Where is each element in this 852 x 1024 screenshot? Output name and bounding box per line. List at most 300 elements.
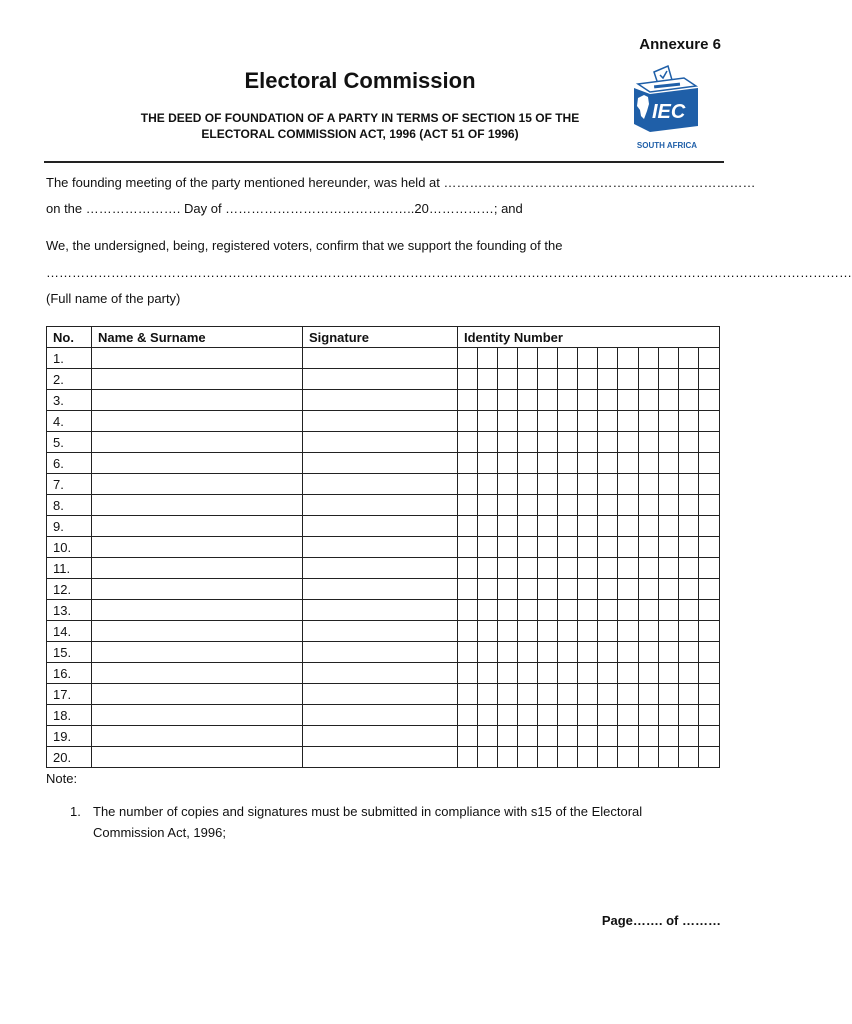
- id-digit-cell[interactable]: [639, 474, 659, 495]
- id-digit-cell[interactable]: [498, 432, 518, 453]
- signature-cell[interactable]: [303, 348, 458, 369]
- id-digit-cell[interactable]: [659, 600, 679, 621]
- id-digit-cell[interactable]: [679, 348, 699, 369]
- id-digit-cell[interactable]: [458, 495, 478, 516]
- id-digit-cell[interactable]: [598, 663, 618, 684]
- id-digit-cell[interactable]: [639, 621, 659, 642]
- id-digit-cell[interactable]: [558, 411, 578, 432]
- name-surname-cell[interactable]: [92, 579, 303, 600]
- id-digit-cell[interactable]: [699, 579, 720, 600]
- id-digit-cell[interactable]: [518, 495, 538, 516]
- id-digit-cell[interactable]: [618, 705, 639, 726]
- id-digit-cell[interactable]: [598, 705, 618, 726]
- id-digit-cell[interactable]: [618, 474, 639, 495]
- id-digit-cell[interactable]: [498, 474, 518, 495]
- name-surname-cell[interactable]: [92, 642, 303, 663]
- id-digit-cell[interactable]: [699, 705, 720, 726]
- id-digit-cell[interactable]: [518, 663, 538, 684]
- id-digit-cell[interactable]: [618, 726, 639, 747]
- id-digit-cell[interactable]: [538, 348, 558, 369]
- id-digit-cell[interactable]: [618, 390, 639, 411]
- id-digit-cell[interactable]: [458, 537, 478, 558]
- id-digit-cell[interactable]: [639, 453, 659, 474]
- id-digit-cell[interactable]: [659, 453, 679, 474]
- name-surname-cell[interactable]: [92, 390, 303, 411]
- id-digit-cell[interactable]: [498, 684, 518, 705]
- name-surname-cell[interactable]: [92, 705, 303, 726]
- id-digit-cell[interactable]: [679, 684, 699, 705]
- id-digit-cell[interactable]: [699, 684, 720, 705]
- id-digit-cell[interactable]: [558, 642, 578, 663]
- id-digit-cell[interactable]: [558, 600, 578, 621]
- id-digit-cell[interactable]: [679, 411, 699, 432]
- id-digit-cell[interactable]: [478, 537, 498, 558]
- id-digit-cell[interactable]: [639, 705, 659, 726]
- id-digit-cell[interactable]: [659, 516, 679, 537]
- id-digit-cell[interactable]: [699, 474, 720, 495]
- id-digit-cell[interactable]: [518, 390, 538, 411]
- id-digit-cell[interactable]: [538, 516, 558, 537]
- id-digit-cell[interactable]: [478, 663, 498, 684]
- id-digit-cell[interactable]: [478, 453, 498, 474]
- id-digit-cell[interactable]: [639, 537, 659, 558]
- id-digit-cell[interactable]: [578, 642, 598, 663]
- id-digit-cell[interactable]: [518, 558, 538, 579]
- id-digit-cell[interactable]: [558, 516, 578, 537]
- id-digit-cell[interactable]: [598, 432, 618, 453]
- id-digit-cell[interactable]: [458, 558, 478, 579]
- id-digit-cell[interactable]: [498, 411, 518, 432]
- id-digit-cell[interactable]: [518, 453, 538, 474]
- id-digit-cell[interactable]: [538, 474, 558, 495]
- id-digit-cell[interactable]: [679, 579, 699, 600]
- id-digit-cell[interactable]: [598, 348, 618, 369]
- id-digit-cell[interactable]: [618, 516, 639, 537]
- id-digit-cell[interactable]: [538, 390, 558, 411]
- name-surname-cell[interactable]: [92, 495, 303, 516]
- id-digit-cell[interactable]: [518, 474, 538, 495]
- name-surname-cell[interactable]: [92, 537, 303, 558]
- id-digit-cell[interactable]: [538, 432, 558, 453]
- name-surname-cell[interactable]: [92, 411, 303, 432]
- id-digit-cell[interactable]: [478, 726, 498, 747]
- id-digit-cell[interactable]: [458, 411, 478, 432]
- id-digit-cell[interactable]: [518, 579, 538, 600]
- name-surname-cell[interactable]: [92, 453, 303, 474]
- id-digit-cell[interactable]: [699, 432, 720, 453]
- signature-cell[interactable]: [303, 621, 458, 642]
- id-digit-cell[interactable]: [478, 579, 498, 600]
- id-digit-cell[interactable]: [679, 369, 699, 390]
- id-digit-cell[interactable]: [598, 390, 618, 411]
- id-digit-cell[interactable]: [458, 579, 478, 600]
- id-digit-cell[interactable]: [498, 579, 518, 600]
- id-digit-cell[interactable]: [458, 621, 478, 642]
- name-surname-cell[interactable]: [92, 516, 303, 537]
- id-digit-cell[interactable]: [618, 579, 639, 600]
- id-digit-cell[interactable]: [659, 432, 679, 453]
- id-digit-cell[interactable]: [598, 579, 618, 600]
- id-digit-cell[interactable]: [518, 726, 538, 747]
- id-digit-cell[interactable]: [578, 579, 598, 600]
- id-digit-cell[interactable]: [458, 474, 478, 495]
- id-digit-cell[interactable]: [518, 684, 538, 705]
- id-digit-cell[interactable]: [679, 747, 699, 768]
- id-digit-cell[interactable]: [478, 411, 498, 432]
- id-digit-cell[interactable]: [558, 495, 578, 516]
- id-digit-cell[interactable]: [699, 516, 720, 537]
- id-digit-cell[interactable]: [458, 390, 478, 411]
- id-digit-cell[interactable]: [518, 369, 538, 390]
- id-digit-cell[interactable]: [458, 747, 478, 768]
- id-digit-cell[interactable]: [558, 747, 578, 768]
- id-digit-cell[interactable]: [458, 369, 478, 390]
- id-digit-cell[interactable]: [699, 747, 720, 768]
- id-digit-cell[interactable]: [618, 432, 639, 453]
- id-digit-cell[interactable]: [538, 642, 558, 663]
- id-digit-cell[interactable]: [639, 432, 659, 453]
- id-digit-cell[interactable]: [498, 726, 518, 747]
- id-digit-cell[interactable]: [558, 558, 578, 579]
- id-digit-cell[interactable]: [659, 642, 679, 663]
- id-digit-cell[interactable]: [578, 705, 598, 726]
- name-surname-cell[interactable]: [92, 558, 303, 579]
- id-digit-cell[interactable]: [458, 432, 478, 453]
- id-digit-cell[interactable]: [538, 684, 558, 705]
- name-surname-cell[interactable]: [92, 369, 303, 390]
- signature-cell[interactable]: [303, 390, 458, 411]
- id-digit-cell[interactable]: [659, 558, 679, 579]
- id-digit-cell[interactable]: [558, 579, 578, 600]
- id-digit-cell[interactable]: [679, 705, 699, 726]
- id-digit-cell[interactable]: [618, 537, 639, 558]
- id-digit-cell[interactable]: [578, 516, 598, 537]
- id-digit-cell[interactable]: [618, 348, 639, 369]
- id-digit-cell[interactable]: [659, 495, 679, 516]
- id-digit-cell[interactable]: [578, 663, 598, 684]
- id-digit-cell[interactable]: [538, 747, 558, 768]
- id-digit-cell[interactable]: [598, 684, 618, 705]
- id-digit-cell[interactable]: [458, 663, 478, 684]
- id-digit-cell[interactable]: [578, 495, 598, 516]
- id-digit-cell[interactable]: [498, 642, 518, 663]
- id-digit-cell[interactable]: [558, 432, 578, 453]
- id-digit-cell[interactable]: [518, 600, 538, 621]
- id-digit-cell[interactable]: [498, 663, 518, 684]
- id-digit-cell[interactable]: [498, 600, 518, 621]
- id-digit-cell[interactable]: [478, 642, 498, 663]
- id-digit-cell[interactable]: [558, 705, 578, 726]
- id-digit-cell[interactable]: [598, 474, 618, 495]
- id-digit-cell[interactable]: [538, 453, 558, 474]
- id-digit-cell[interactable]: [699, 663, 720, 684]
- id-digit-cell[interactable]: [639, 348, 659, 369]
- id-digit-cell[interactable]: [478, 369, 498, 390]
- signature-cell[interactable]: [303, 474, 458, 495]
- id-digit-cell[interactable]: [699, 369, 720, 390]
- id-digit-cell[interactable]: [598, 642, 618, 663]
- id-digit-cell[interactable]: [639, 369, 659, 390]
- id-digit-cell[interactable]: [618, 642, 639, 663]
- id-digit-cell[interactable]: [498, 558, 518, 579]
- id-digit-cell[interactable]: [699, 495, 720, 516]
- signature-cell[interactable]: [303, 453, 458, 474]
- id-digit-cell[interactable]: [639, 516, 659, 537]
- id-digit-cell[interactable]: [558, 537, 578, 558]
- id-digit-cell[interactable]: [679, 642, 699, 663]
- id-digit-cell[interactable]: [639, 747, 659, 768]
- id-digit-cell[interactable]: [498, 369, 518, 390]
- id-digit-cell[interactable]: [578, 411, 598, 432]
- name-surname-cell[interactable]: [92, 432, 303, 453]
- id-digit-cell[interactable]: [538, 537, 558, 558]
- id-digit-cell[interactable]: [639, 663, 659, 684]
- id-digit-cell[interactable]: [478, 474, 498, 495]
- signature-cell[interactable]: [303, 579, 458, 600]
- id-digit-cell[interactable]: [639, 600, 659, 621]
- id-digit-cell[interactable]: [478, 390, 498, 411]
- id-digit-cell[interactable]: [498, 537, 518, 558]
- id-digit-cell[interactable]: [458, 684, 478, 705]
- id-digit-cell[interactable]: [458, 453, 478, 474]
- id-digit-cell[interactable]: [578, 474, 598, 495]
- id-digit-cell[interactable]: [598, 453, 618, 474]
- id-digit-cell[interactable]: [598, 558, 618, 579]
- id-digit-cell[interactable]: [498, 747, 518, 768]
- id-digit-cell[interactable]: [679, 663, 699, 684]
- signature-cell[interactable]: [303, 705, 458, 726]
- signature-cell[interactable]: [303, 747, 458, 768]
- id-digit-cell[interactable]: [518, 642, 538, 663]
- signature-cell[interactable]: [303, 558, 458, 579]
- id-digit-cell[interactable]: [498, 705, 518, 726]
- id-digit-cell[interactable]: [578, 537, 598, 558]
- id-digit-cell[interactable]: [498, 516, 518, 537]
- id-digit-cell[interactable]: [578, 726, 598, 747]
- id-digit-cell[interactable]: [598, 621, 618, 642]
- id-digit-cell[interactable]: [639, 642, 659, 663]
- id-digit-cell[interactable]: [598, 747, 618, 768]
- name-surname-cell[interactable]: [92, 747, 303, 768]
- id-digit-cell[interactable]: [639, 411, 659, 432]
- id-digit-cell[interactable]: [518, 705, 538, 726]
- id-digit-cell[interactable]: [558, 348, 578, 369]
- id-digit-cell[interactable]: [558, 621, 578, 642]
- signature-cell[interactable]: [303, 600, 458, 621]
- id-digit-cell[interactable]: [598, 600, 618, 621]
- id-digit-cell[interactable]: [659, 474, 679, 495]
- id-digit-cell[interactable]: [699, 390, 720, 411]
- id-digit-cell[interactable]: [659, 684, 679, 705]
- id-digit-cell[interactable]: [679, 432, 699, 453]
- id-digit-cell[interactable]: [478, 348, 498, 369]
- id-digit-cell[interactable]: [538, 705, 558, 726]
- signature-cell[interactable]: [303, 642, 458, 663]
- id-digit-cell[interactable]: [639, 495, 659, 516]
- id-digit-cell[interactable]: [659, 663, 679, 684]
- id-digit-cell[interactable]: [598, 537, 618, 558]
- id-digit-cell[interactable]: [659, 390, 679, 411]
- id-digit-cell[interactable]: [558, 390, 578, 411]
- id-digit-cell[interactable]: [578, 558, 598, 579]
- id-digit-cell[interactable]: [699, 726, 720, 747]
- id-digit-cell[interactable]: [578, 684, 598, 705]
- id-digit-cell[interactable]: [478, 495, 498, 516]
- id-digit-cell[interactable]: [679, 558, 699, 579]
- id-digit-cell[interactable]: [618, 453, 639, 474]
- id-digit-cell[interactable]: [498, 390, 518, 411]
- id-digit-cell[interactable]: [518, 348, 538, 369]
- id-digit-cell[interactable]: [458, 642, 478, 663]
- id-digit-cell[interactable]: [578, 390, 598, 411]
- id-digit-cell[interactable]: [458, 726, 478, 747]
- id-digit-cell[interactable]: [558, 663, 578, 684]
- id-digit-cell[interactable]: [699, 348, 720, 369]
- id-digit-cell[interactable]: [558, 474, 578, 495]
- id-digit-cell[interactable]: [538, 621, 558, 642]
- id-digit-cell[interactable]: [578, 369, 598, 390]
- id-digit-cell[interactable]: [498, 495, 518, 516]
- id-digit-cell[interactable]: [458, 600, 478, 621]
- id-digit-cell[interactable]: [538, 558, 558, 579]
- id-digit-cell[interactable]: [538, 411, 558, 432]
- id-digit-cell[interactable]: [699, 558, 720, 579]
- id-digit-cell[interactable]: [538, 726, 558, 747]
- id-digit-cell[interactable]: [558, 369, 578, 390]
- id-digit-cell[interactable]: [558, 684, 578, 705]
- name-surname-cell[interactable]: [92, 474, 303, 495]
- id-digit-cell[interactable]: [598, 411, 618, 432]
- id-digit-cell[interactable]: [679, 390, 699, 411]
- id-digit-cell[interactable]: [458, 348, 478, 369]
- signature-cell[interactable]: [303, 726, 458, 747]
- id-digit-cell[interactable]: [639, 558, 659, 579]
- signature-cell[interactable]: [303, 432, 458, 453]
- name-surname-cell[interactable]: [92, 348, 303, 369]
- id-digit-cell[interactable]: [618, 684, 639, 705]
- id-digit-cell[interactable]: [639, 726, 659, 747]
- id-digit-cell[interactable]: [518, 516, 538, 537]
- id-digit-cell[interactable]: [518, 747, 538, 768]
- id-digit-cell[interactable]: [478, 558, 498, 579]
- id-digit-cell[interactable]: [659, 411, 679, 432]
- id-digit-cell[interactable]: [558, 726, 578, 747]
- id-digit-cell[interactable]: [498, 453, 518, 474]
- id-digit-cell[interactable]: [598, 369, 618, 390]
- id-digit-cell[interactable]: [478, 516, 498, 537]
- id-digit-cell[interactable]: [518, 411, 538, 432]
- id-digit-cell[interactable]: [578, 453, 598, 474]
- name-surname-cell[interactable]: [92, 621, 303, 642]
- id-digit-cell[interactable]: [659, 747, 679, 768]
- id-digit-cell[interactable]: [618, 621, 639, 642]
- signature-cell[interactable]: [303, 369, 458, 390]
- id-digit-cell[interactable]: [598, 516, 618, 537]
- id-digit-cell[interactable]: [538, 579, 558, 600]
- id-digit-cell[interactable]: [458, 516, 478, 537]
- id-digit-cell[interactable]: [498, 348, 518, 369]
- name-surname-cell[interactable]: [92, 600, 303, 621]
- id-digit-cell[interactable]: [538, 369, 558, 390]
- id-digit-cell[interactable]: [679, 600, 699, 621]
- id-digit-cell[interactable]: [679, 516, 699, 537]
- name-surname-cell[interactable]: [92, 684, 303, 705]
- id-digit-cell[interactable]: [518, 537, 538, 558]
- id-digit-cell[interactable]: [639, 390, 659, 411]
- id-digit-cell[interactable]: [478, 600, 498, 621]
- id-digit-cell[interactable]: [699, 537, 720, 558]
- id-digit-cell[interactable]: [618, 558, 639, 579]
- id-digit-cell[interactable]: [699, 621, 720, 642]
- signature-cell[interactable]: [303, 495, 458, 516]
- id-digit-cell[interactable]: [578, 747, 598, 768]
- id-digit-cell[interactable]: [598, 495, 618, 516]
- id-digit-cell[interactable]: [578, 432, 598, 453]
- id-digit-cell[interactable]: [458, 705, 478, 726]
- id-digit-cell[interactable]: [618, 411, 639, 432]
- name-surname-cell[interactable]: [92, 726, 303, 747]
- id-digit-cell[interactable]: [538, 663, 558, 684]
- id-digit-cell[interactable]: [699, 411, 720, 432]
- id-digit-cell[interactable]: [578, 621, 598, 642]
- id-digit-cell[interactable]: [478, 747, 498, 768]
- id-digit-cell[interactable]: [679, 474, 699, 495]
- id-digit-cell[interactable]: [659, 369, 679, 390]
- id-digit-cell[interactable]: [659, 579, 679, 600]
- signature-cell[interactable]: [303, 663, 458, 684]
- signature-cell[interactable]: [303, 411, 458, 432]
- id-digit-cell[interactable]: [578, 600, 598, 621]
- id-digit-cell[interactable]: [538, 495, 558, 516]
- id-digit-cell[interactable]: [679, 495, 699, 516]
- id-digit-cell[interactable]: [518, 432, 538, 453]
- id-digit-cell[interactable]: [659, 537, 679, 558]
- id-digit-cell[interactable]: [679, 621, 699, 642]
- id-digit-cell[interactable]: [558, 453, 578, 474]
- id-digit-cell[interactable]: [679, 726, 699, 747]
- id-digit-cell[interactable]: [659, 726, 679, 747]
- id-digit-cell[interactable]: [618, 663, 639, 684]
- id-digit-cell[interactable]: [639, 684, 659, 705]
- signature-cell[interactable]: [303, 516, 458, 537]
- id-digit-cell[interactable]: [598, 726, 618, 747]
- id-digit-cell[interactable]: [478, 705, 498, 726]
- id-digit-cell[interactable]: [659, 348, 679, 369]
- id-digit-cell[interactable]: [659, 705, 679, 726]
- id-digit-cell[interactable]: [699, 600, 720, 621]
- id-digit-cell[interactable]: [618, 369, 639, 390]
- id-digit-cell[interactable]: [679, 453, 699, 474]
- id-digit-cell[interactable]: [618, 747, 639, 768]
- signature-cell[interactable]: [303, 537, 458, 558]
- signature-cell[interactable]: [303, 684, 458, 705]
- id-digit-cell[interactable]: [659, 621, 679, 642]
- id-digit-cell[interactable]: [618, 600, 639, 621]
- id-digit-cell[interactable]: [699, 642, 720, 663]
- id-digit-cell[interactable]: [538, 600, 558, 621]
- name-surname-cell[interactable]: [92, 663, 303, 684]
- id-digit-cell[interactable]: [699, 453, 720, 474]
- id-digit-cell[interactable]: [498, 621, 518, 642]
- id-digit-cell[interactable]: [478, 432, 498, 453]
- id-digit-cell[interactable]: [578, 348, 598, 369]
- id-digit-cell[interactable]: [478, 621, 498, 642]
- id-digit-cell[interactable]: [679, 537, 699, 558]
- id-digit-cell[interactable]: [618, 495, 639, 516]
- id-digit-cell[interactable]: [478, 684, 498, 705]
- id-digit-cell[interactable]: [639, 579, 659, 600]
- id-digit-cell[interactable]: [518, 621, 538, 642]
